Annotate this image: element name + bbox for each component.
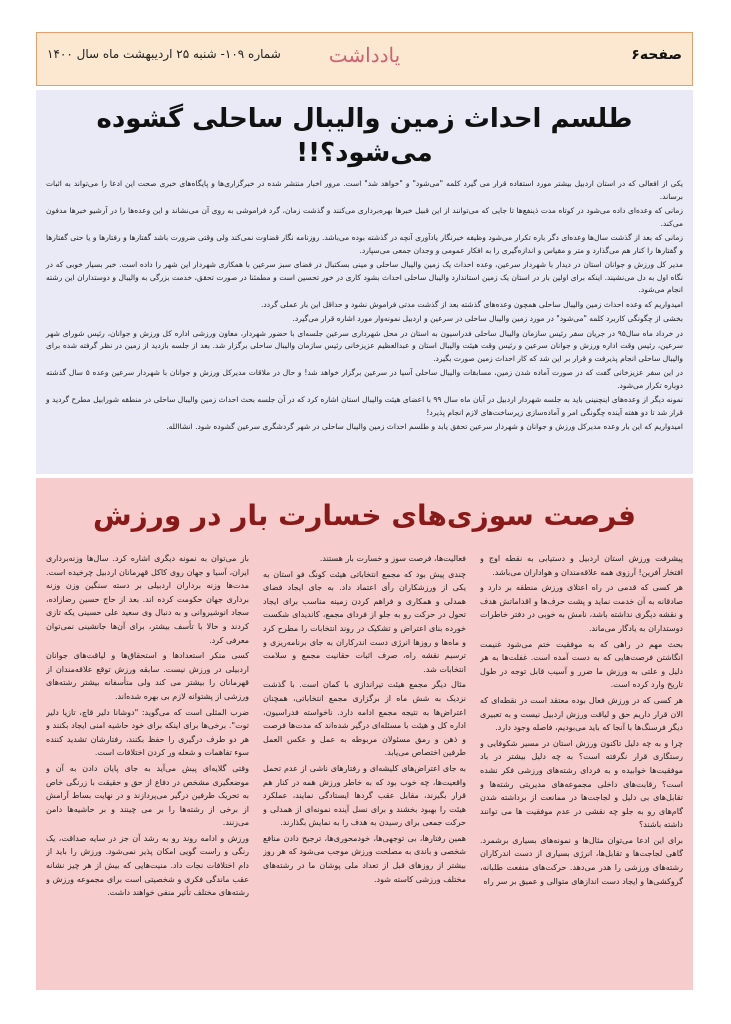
paragraph: زمانی که بعد از گذشت سال‌ها وعده‌ای دگر باره تکرار می‌شود وظیفه خبرنگار یادآوری آنچه در گذشته بوده می‌باشد. روزنامه نگار قضاوت نمی‌کند ولی وقتی ضرورت باشد گفتارها و رفتارها و یا حتی گفتارها و گفتارها را کنار هم می‌گذارد و متر و مقیاس و اندازه‌گیری را به افکار عمومی و وجدان جمعی می‌سپارد. bbox=[46, 233, 683, 255]
paragraph: در خرداد ماه سال۹۵ در جریان سفر رئیس سازمان والیبال ساحلی فدراسیون به استان در محل شهرداری سرعین جلسه‌ای با حضور شهردار، معاون ورزشی اداره کل ورزش و جوانان، رئیس شورای شهر سرعین، رئیس وقت اداره ورزش و جوانان سرعین و رئیس وقت هیئت والیبال استان و عبدالعظیم عزیزخانی رئیس سازمان والیبال ساحلی برگزار شد. بعد از جلسه بازدید از زمین در نظر گرفته شده برای والیبال ساحلی انجام پذیرفت و قرار بر این شد که کار احداث زمین صورت بگیرد. bbox=[46, 328, 683, 363]
article-sports bbox=[36, 478, 693, 990]
column-3 bbox=[46, 552, 249, 972]
paragraph: ضرب المثلی است که می‌گوید: "دوشانا دلیر قاچ، تازیا دلیر توت". برخی‌ها برای اینکه برای خود حاشیه امنی ایجاد بکنند و هر دو طرف درگیری را حفظ بکنند، رفتارشان تشدید کننده سوء تفاهمات و شعله ور کردن اختلافات است. bbox=[46, 707, 249, 758]
article-title: فرصت سوزی‌های خسارت بار در ورزش bbox=[92, 499, 636, 532]
paragraph: یکی از افعالی که در استان اردبیل بیشتر مورد استفاده قرار می گیرد کلمه "می‌شود" و "خواهد شد" است. مرور اخبار منتشر شده در خبرگزاری‌ها و پایگاه‌های خبری صحت این ادعا را می‌تواند به اثبات برساند. bbox=[46, 179, 683, 201]
paragraph: هر کسی که در ورزش فعال بوده معتقد است در نقطه‌ای که الان قرار داریم حق و لیاقت ورزش اردبیل نیست و به تعبیری دیگر فرسنگ‌ها با آنجا که باید می‌بودیم، فاصله وجود دارد. bbox=[480, 695, 683, 733]
paragraph: برای این ادعا می‌توان مثال‌ها و نمونه‌های بسیاری برشمرد. گاهی لجاجت‌ها و تقابل‌ها، انرژی بسیاری از دست اندرکاران رشته‌های ورزشی را هدر می‌دهد. حرکت‌های منفعت طلبانه، گروکشی‌ها و ایجاد دست اندازهای متوالی و عمیق بر سر راه bbox=[480, 835, 683, 886]
article-columns bbox=[46, 552, 683, 972]
column-2 bbox=[263, 552, 466, 972]
paragraph: همین رفتارها، بی توجهی‌ها، خودمحوری‌ها، ترجیح دادن منافع شخصی و باندی به مصلحت ورزش موجب می‌شود که هر روز بیشتر از روزهای قبل از تعداد ملی پوشان ما در رشته‌های مختلف ورزشی کاسته شود. bbox=[263, 833, 466, 884]
paragraph: وقتی گلایه‌ای پیش می‌آید به جای پایان دادن به آن و موضعگیری مشخص در دفاع از حق و حقیقت با زرنگی خاص به تحریک طرفین درگیر می‌پردازند و در نهایت بساط آرامش از برخی از رشته‌ها را بر می چینند و بر حاشیه‌ها دامن می‌زنند. bbox=[46, 763, 249, 828]
paragraph: پیشرفت ورزش استان اردبیل و دستیابی به نقطه اوج و افتخار آفرین! آرزوی همه علاقه‌مندان و هواداران می‌باشد. bbox=[480, 554, 683, 577]
article-body bbox=[46, 178, 683, 434]
paragraph: امیدواریم که این بار وعده مدیرکل ورزش و جوانان و شهردار سرعین تحقق یابد و طلسم احداث زمین والیبال ساحلی در شهر گردشگری سرعین گشوده شود. انشاالله. bbox=[166, 422, 683, 431]
column-1 bbox=[480, 552, 683, 972]
article-title: طلسم احداث زمین والیبال ساحلی گشوده می‌شود؟!! bbox=[96, 104, 633, 168]
paragraph: نمونه دیگر از وعده‌های اینچنینی باید به جلسه شهردار اردبیل در آبان ماه سال ۹۹ با اعضای هیئت والیبال استان اشاره کرد که در آن جلسه بحث احداث زمین والیبال ساحلی در منطقه شورابیل مطرح گردید و قرار شد تا دو هفته آینده چگونگی امر و آماده‌سازی زیرساخت‌های لازم انجام پذیرد! bbox=[46, 395, 683, 417]
paragraph: به جای اعتراض‌های کلیشه‌ای و رفتارهای ناشی از عدم تحمل واقعیت‌ها، چه خوب بود که به خاطر ورزش همه در کنار هم قرار بگیرند، مقابل عقب گردها ایستادگی نمایند، عملکرد هیئت را بهبود بخشند و برای نسل آینده نمونه‌ای از همدلی و حرکت جمعی برای رسیدن به هدف را به نمایش بگذارند. bbox=[263, 763, 466, 828]
section-title: یادداشت bbox=[328, 43, 401, 67]
paragraph: مثال دیگر مجمع هیئت تیراندازی با کمان است. با گذشت نزدیک به شش ماه از برگزاری مجمع انتخاباتی، همچنان اعتراض‌ها به نتیجه مجمع ادامه دارد. ناخواسته فدراسیون، اداره کل و هیئت با مسئله‌ای درگیر شده‌اند که مدت‌ها فرصت و ذهن و رمق مسئولان مربوطه به عمل و عکس العمل طرفین اختصاص می‌یابد. bbox=[263, 680, 466, 758]
paragraph: هر کسی که قدمی در راه اعتلای ورزش منطقه بر دارد و صادقانه به آن خدمت نماید و پشت حرف‌ها و اقداماتش هدف و نقشه دیگری نداشته باشد، نامش به خوبی در دفتر خاطرات دوستداران به یادگار می‌ماند. bbox=[480, 583, 683, 633]
paragraph: زمانی که وعده‌ای داده می‌شود در کوتاه مدت ذینفع‌ها تا جایی که می‌توانند از این قبیل خبرها بهره‌برداری می‌کنند و گذشت زمان، گرد فراموشی به روی آن می‌نشاند و این وعده‌ها را در آرشیو خبرها مدفون می‌کند. bbox=[46, 206, 683, 228]
paragraph: بخشی از چگونگی کاربرد کلمه "می‌شود" در مورد زمین والیبال ساحلی در سرعین و اردبیل نمونه‌وار مورد اشاره قرار می‌گیرد. bbox=[292, 314, 683, 323]
paragraph: بحث مهم در راهی که به موفقیت ختم می‌شود غنیمت انگاشتن فرصت‌هایی که به دست آمده است. غفلت‌ها به هر دلیل و علتی به ورزش ما ضرر و آسیب قابل توجه در طول تاریخ وارد کرده است. bbox=[480, 639, 683, 690]
page-number: صفحه۶ bbox=[631, 47, 682, 63]
paragraph: باز می‌توان به نمونه دیگری اشاره کرد. سال‌ها وزنه‌برداری ایران، آسیا و جهان روی کاکل قهرمانان اردبیل چرخیده است. مدت‌ها وزنه برداران اردبیلی بر دسته سنگین وزن وزنه برداری جهان حکومت کرده اند. بعد از حاج حسین رضازاده، سجاد انوشیروانی و به دنبال وی سعید علی حسینی یکه تازی کردند و حالا با تأسف بیشتر، برای آن‌ها جانشینی نمی‌توان معرفی کرد. bbox=[46, 554, 249, 645]
paragraph: چندی پیش بود که مجمع انتخاباتی هیئت کونگ فو استان به یکی از ورزشکاران رأی اعتماد داد. به جای ایجاد فضای همدلی و همکاری و فراهم کردن زمینه مناسب برای ایجاد تحول در حرکت رو به جلو از فردای مجمع، کاندیدای شکست خورده بنای اعتراض و تشکیک در روند انتخابات را مطرح کرد و ماه‌ها و روزها انرژی دست اندرکاران به جای برنامه‌ریزی و ترسیم نقشه راه، صرف اثبات حقانیت مجمع و سلامت انتخابات شد. bbox=[263, 569, 466, 674]
paragraph: کسی منکر استعدادها و استحقاق‌ها و لیاقت‌های جوانان اردبیلی در ورزش نیست. سابقه ورزش توقع علاقه‌مندان از قهرمانان را بیشتر می کند ولی متأسفانه بیشتر رشته‌های ورزشی از پشتوانه لازم بی بهره شده‌اند. bbox=[46, 651, 249, 701]
page-header bbox=[36, 32, 693, 86]
paragraph: ورزش و ادامه روند رو به رشد آن جز در سایه صداقت، یک رنگی و راست گویی امکان پذیر نمی‌شود. ورزش را باید از دام اختلافات نجات داد. منیت‌هایی که بیش از هر چیز نشانه عقب ماندگی فکری و شخصیتی است برای مجموعه ورزش و رشته‌های مختلف تأثیر منفی خواهند داشت. bbox=[46, 833, 249, 898]
issue-info: شماره ۱۰۹- شنبه ۲۵ اردیبهشت ماه سال ۱۴۰۰ bbox=[47, 47, 281, 61]
article-volleyball bbox=[36, 90, 693, 474]
paragraph: فعالیت‌ها، فرصت سوز و خسارت بار هستند. bbox=[319, 554, 466, 563]
paragraph: چرا و به چه دلیل تاکنون ورزش استان در مسیر شکوفایی و رستگاری قرار نگرفته است؟ به چه دلیل بیشتر در باد موفقیت‌ها خوابیده و به فردای رشته‌های ورزشی فکر نشده است؟ رقابت‌های داخلی مجموعه‌های مدیریتی رشته‌ها و تقابل‌های بی دلیل و لجاجت‌ها در ممانعت از برداشته شدن گام‌های رو به جلو چه نقشی در عدم موفقیت ها می توانند داشته باشند؟ bbox=[480, 738, 683, 830]
paragraph: امیدواریم که وعده احداث زمین والیبال ساحلی همچون وعده‌های گذشته بعد از گذشت مدتی فراموش نشود و حداقل این بار عملی گردد. bbox=[261, 299, 683, 309]
paragraph: در این سفر عزیزخانی گفت که در صورت آماده شدن زمین، مسابقات والیبال ساحلی آسیا در سرعین برگزار خواهد شد! و حال در ملاقات مدیرکل ورزش و جوانان با شهردار سرعین وعده ۵ سال گذشته دوباره تکرار می‌شود. bbox=[46, 368, 683, 390]
paragraph: مدیر کل ورزش و جوانان استان در دیدار با شهردار سرعین، وعده احداث یک زمین والیبال ساحلی و مینی بسکتبال در فضای سبز سرعین با همکاری شهردار این شهر را داده است. خبر بسیار خوبی که در نگاه اول به دل می‌نشیند. اینکه برای اولین بار در استان یک زمین استاندارد والیبال ساحلی احداث بشود کاری در خور تحسین است و مطمئنا در صورت تحقق، خدمت بزرگی به والیبال و دوستداران این رشته انجام می‌شود. bbox=[46, 260, 683, 294]
